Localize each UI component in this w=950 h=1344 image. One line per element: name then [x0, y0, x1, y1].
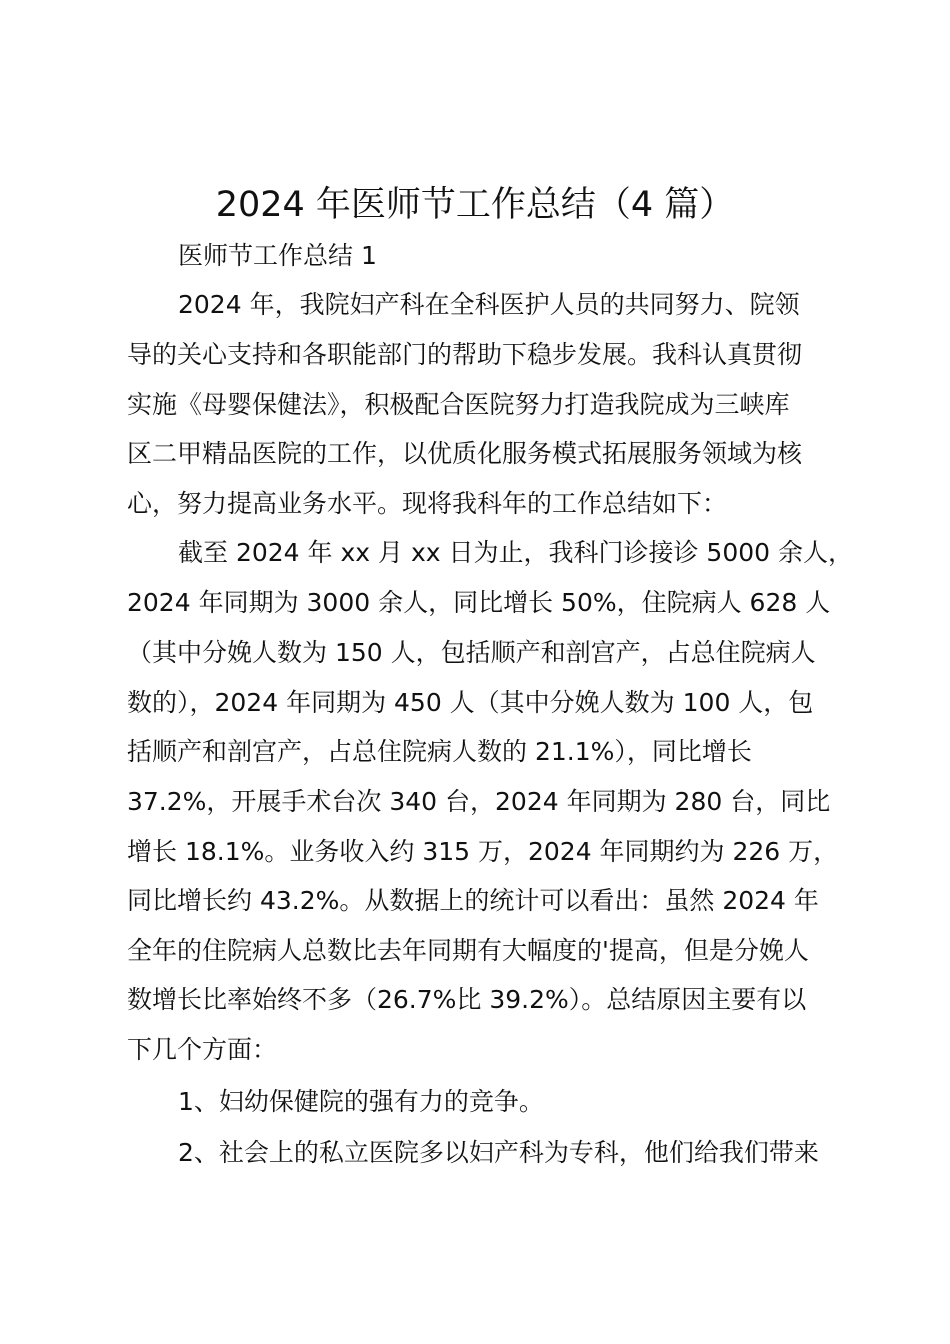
body-line-11: 37.2%，开展手术台次 340 台，2024 年同期为 280 台，同比 [127, 787, 831, 816]
body-line-4: 区二甲精品医院的工作，以优质化服务模式拓展服务领域为核 [127, 439, 803, 468]
body-line-8: （其中分娩人数为 150 人，包括顺产和剖宫产，占总住院病人 [127, 638, 816, 667]
list-item-1: 1、妇幼保健院的强有力的竞争。 [178, 1087, 544, 1116]
body-line-5: 心，努力提高业务水平。现将我科年的工作总结如下： [127, 489, 728, 518]
body-line-9: 数的），2024 年同期为 450 人（其中分娩人数为 100 人，包 [127, 688, 814, 717]
body-line-2: 导的关心支持和各职能部门的帮助下稳步发展。我科认真贯彻 [127, 340, 803, 369]
body-line-16: 下几个方面： [127, 1035, 278, 1064]
body-line-6: 截至 2024 年 xx 月 xx 日为止，我科门诊接诊 5000 余人， [178, 538, 854, 567]
body-line-15: 数增长比率始终不多（26.7%比 39.2%）。总结原因主要有以 [127, 985, 807, 1014]
body-line-12: 增长 18.1%。业务收入约 315 万，2024 年同期约为 226 万， [127, 837, 839, 866]
list-item-2: 2、社会上的私立医院多以妇产科为专科，他们给我们带来 [178, 1138, 819, 1167]
body-line-1: 2024 年，我院妇产科在全科医护人员的共同努力、院领 [178, 290, 800, 319]
section-heading: 医师节工作总结 1 [178, 241, 377, 270]
body-line-14: 全年的住院病人总数比去年同期有大幅度的'提高，但是分娩人 [127, 936, 809, 965]
body-line-10: 括顺产和剖宫产，占总住院病人数的 21.1%），同比增长 [127, 737, 752, 766]
body-line-3: 实施《母婴保健法》，积极配合医院努力打造我院成为三峡库 [127, 390, 790, 419]
document-title: 2024 年医师节工作总结（4 篇） [215, 185, 735, 225]
body-line-7: 2024 年同期为 3000 余人，同比增长 50%，住院病人 628 人 [127, 588, 831, 617]
body-line-13: 同比增长约 43.2%。从数据上的统计可以看出：虽然 2024 年 [127, 886, 819, 915]
